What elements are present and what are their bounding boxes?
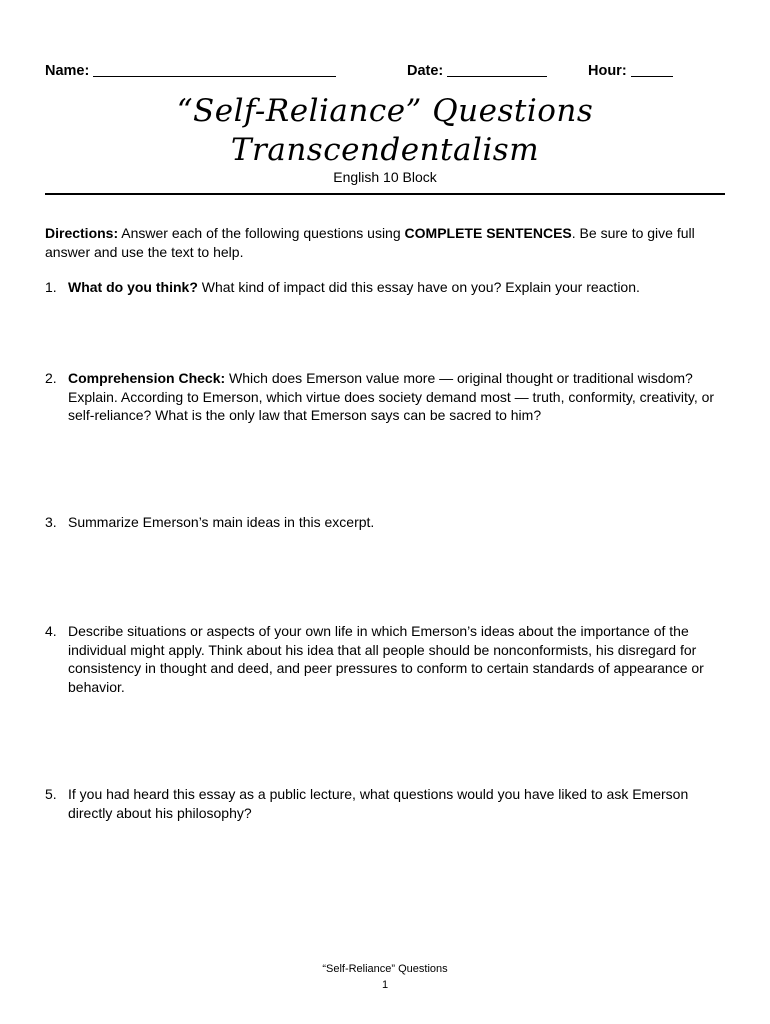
date-label: Date: xyxy=(407,63,444,79)
name-blank[interactable] xyxy=(93,64,336,77)
question-number: 2. xyxy=(45,370,57,386)
question-number: 1. xyxy=(45,279,57,295)
question-5 xyxy=(45,785,727,822)
name-field xyxy=(45,62,336,79)
question-body: Describe situations or aspects of your own life in which Emerson’s ideas about the importance of the individual might apply. Think about his idea that all people should be nonconformists, his disregard for consistency in thought and deed, and peer pressures to conform to certain standards of appearance or behavior. xyxy=(68,623,704,695)
question-body: If you had heard this essay as a public lecture, what questions would you have liked to ask Emerson directly about his philosophy? xyxy=(68,786,689,821)
course-subtitle: English 10 Block xyxy=(333,169,437,185)
question-body: Which does Emerson value more — original thought or traditional wisdom? Explain. According to Emerson, which virtue does society demand most — truth, conformity, creativity, or self-reliance? What is the only law that Emerson says can be sacred to him? xyxy=(68,370,715,423)
worksheet-unit-title: Transcendentalism xyxy=(230,132,540,168)
footer-title: “Self-Reliance” Questions xyxy=(322,963,448,975)
date-blank[interactable] xyxy=(447,64,547,77)
question-text xyxy=(68,278,727,297)
name-label: Name: xyxy=(45,63,90,79)
question-body: Summarize Emerson’s main ideas in this excerpt. xyxy=(68,514,375,530)
directions-label: Directions: xyxy=(45,225,119,241)
question-body: What kind of impact did this essay have on you? Explain your reaction. xyxy=(197,279,640,295)
header-divider xyxy=(45,193,725,195)
question-4 xyxy=(45,622,727,696)
hour-blank[interactable] xyxy=(631,64,673,77)
hour-field xyxy=(588,62,673,79)
question-text xyxy=(68,622,727,696)
worksheet-title: “Self-Reliance” Questions xyxy=(176,93,594,129)
question-lead: Comprehension Check: xyxy=(68,370,226,386)
question-3 xyxy=(45,513,727,532)
question-lead: What do you think? xyxy=(68,279,198,295)
question-text xyxy=(68,785,727,822)
question-number: 5. xyxy=(45,786,57,802)
question-text xyxy=(68,513,727,532)
directions-emphasis: COMPLETE SENTENCES xyxy=(404,225,572,241)
question-1 xyxy=(45,278,727,297)
directions-text-after: . Be sure to give full answer and use the text to help. xyxy=(45,225,695,260)
date-field xyxy=(407,62,547,79)
question-number: 3. xyxy=(45,514,57,530)
directions-text-before: Answer each of the following questions using xyxy=(118,225,405,241)
question-2 xyxy=(45,369,727,425)
question-number: 4. xyxy=(45,623,57,639)
question-text xyxy=(68,369,727,425)
page-footer xyxy=(0,961,770,993)
hour-label: Hour: xyxy=(588,63,627,79)
directions-paragraph xyxy=(45,224,727,261)
page-number: 1 xyxy=(381,979,389,991)
